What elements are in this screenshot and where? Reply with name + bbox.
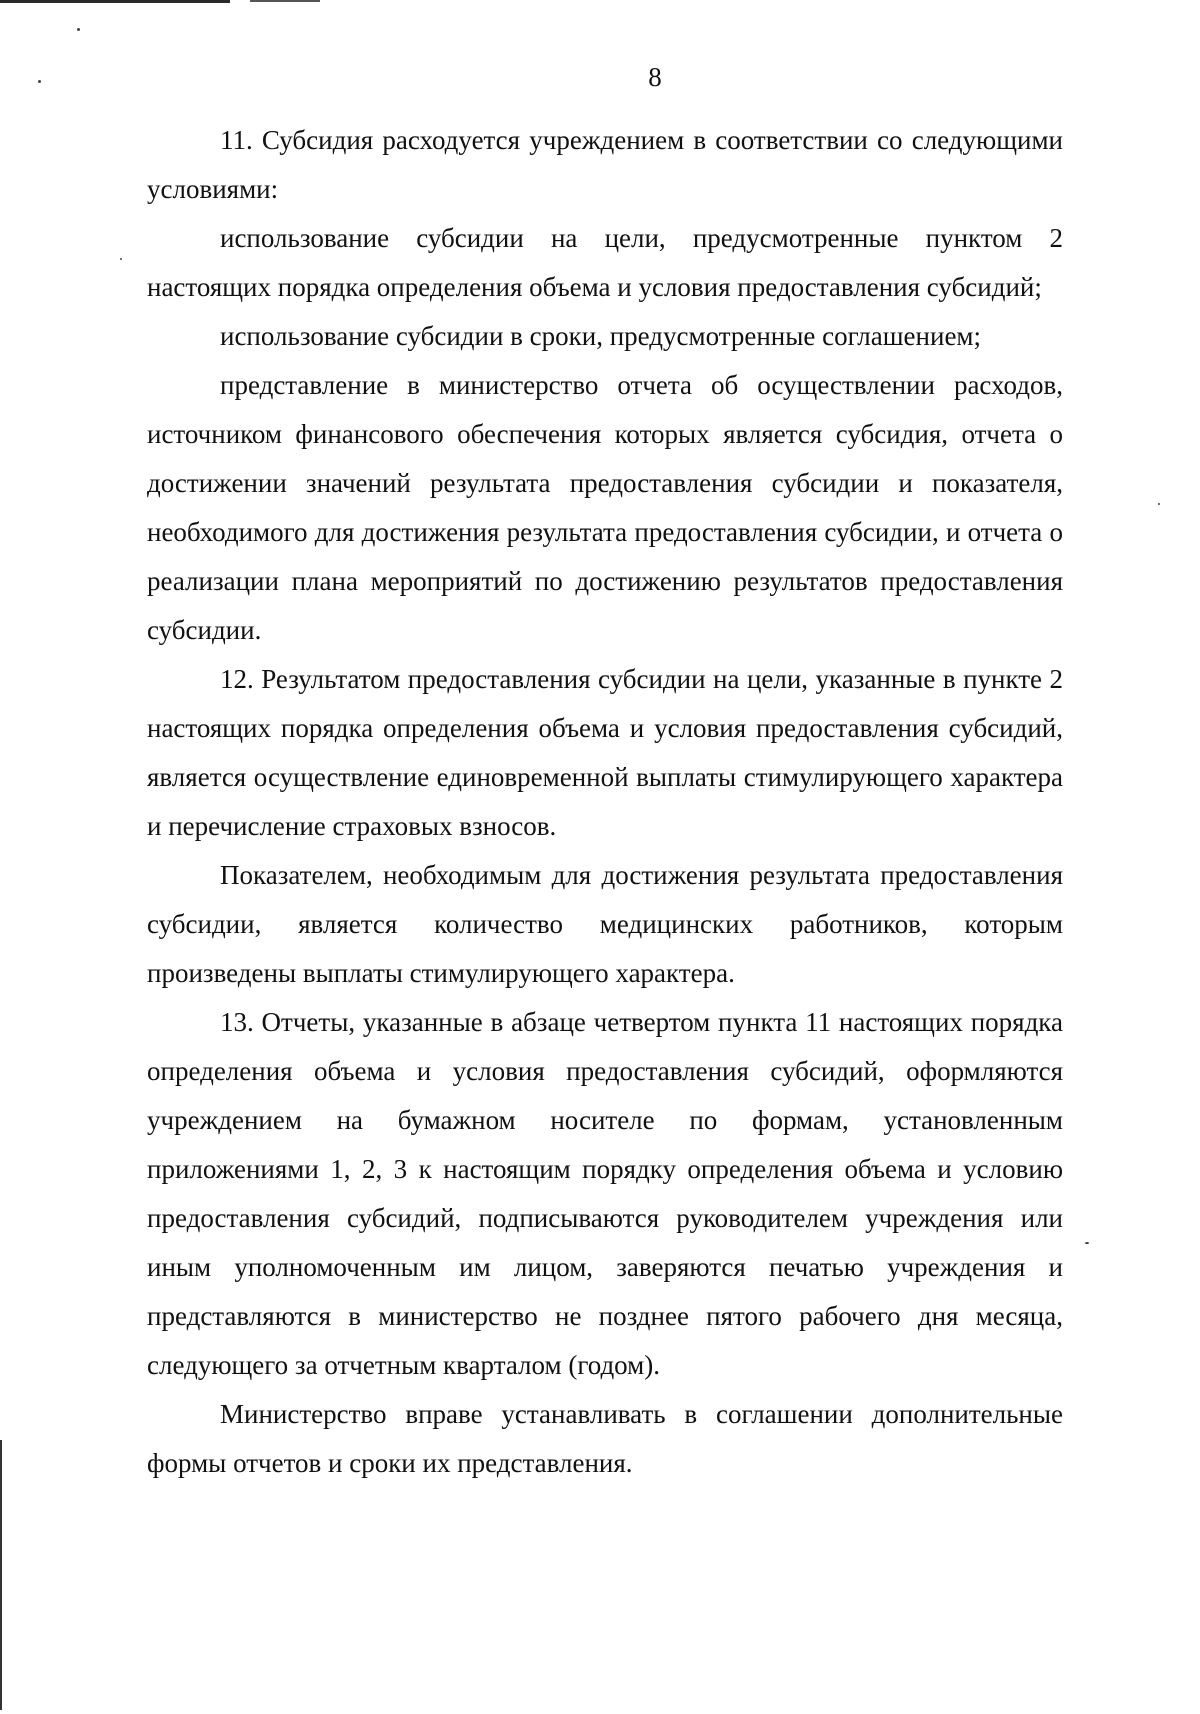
scan-speck xyxy=(1158,503,1160,505)
page-number: 8 xyxy=(648,62,662,92)
scan-speck xyxy=(120,258,122,260)
paragraph-11-intro: 11. Субсидия расходуется учреждением в соответствии со следующими условиями: xyxy=(147,125,1063,204)
scan-left-edge xyxy=(0,1440,2,1710)
scan-top-rule xyxy=(0,0,230,3)
paragraph-12-result: 12. Результатом предоставления субсидии на цели, указанные в пункте 2 настоящих порядка определения объема и условия предоставления субсидий, является осуществление единовременной выплаты стимулирующего характера и перечисление страховых взносов. xyxy=(147,664,1063,841)
scan-speck xyxy=(77,28,80,31)
paragraph-condition-deadline: использование субсидии в сроки, предусмотренные соглашением; xyxy=(220,321,982,351)
scan-top-rule-fragment xyxy=(250,0,320,2)
document-body xyxy=(147,116,1063,1488)
scan-speck xyxy=(1085,1242,1089,1244)
paragraph-ministry-rights: Министерство вправе устанавливать в соглашении дополнительные формы отчетов и сроки их представления. xyxy=(147,1399,1063,1478)
paragraph-condition-purpose: использование субсидии на цели, предусмотренные пунктом 2 настоящих порядка определения объема и условия предоставления субсидий; xyxy=(147,223,1063,302)
paragraph-13-reports: 13. Отчеты, указанные в абзаце четвертом пункта 11 настоящих порядка определения объема и условия предоставления субсидий, оформляются учреждением на бумажном носителе по формам, установленным приложениями 1, 2, 3 к настоящим порядку определения объема и условию предоставления субсидий, подписываются руководителем учреждения или иным уполномоченным им лицом, заверяются печатью учреждения и представляются в министерство не позднее пятого рабочего дня месяца, следующего за отчетным кварталом (годом). xyxy=(147,1007,1063,1380)
paragraph-condition-reports: представление в министерство отчета об осуществлении расходов, источником финансового обеспечения которых является субсидия, отчета о достижении значений результата предоставления субсидии и показателя, необходимого для достижения результата предоставления субсидии, и отчета о реализации плана мероприятий по достижению результатов предоставления субсидии. xyxy=(147,370,1063,645)
paragraph-indicator: Показателем, необходимым для достижения результата предоставления субсидии, является количество медицинских работников, которым произведены выплаты стимулирующего характера. xyxy=(147,860,1063,988)
